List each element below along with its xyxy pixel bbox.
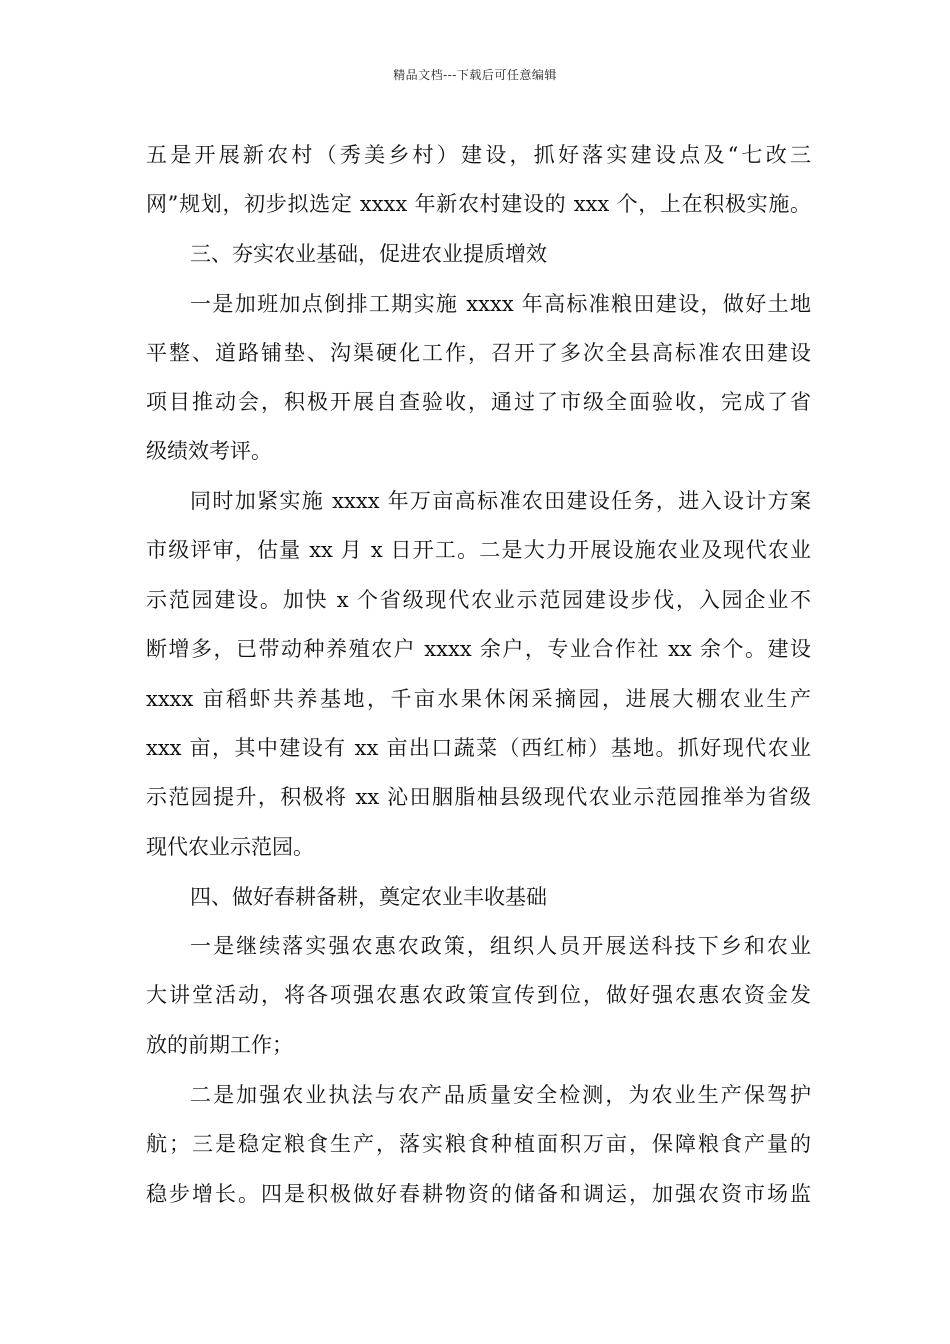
text-line-18: 大讲堂活动，将各项强农惠农政策宣传到位，做好强农惠农资金发	[146, 983, 811, 1007]
section-heading-3: 三、夯实农业基础，促进农业提质增效	[190, 242, 547, 266]
text-line-5: 平整、道路铺垫、沟渠硬化工作，召开了多次全县高标准农田建设	[146, 341, 811, 365]
text-line-20: 二是加强农业执法与农产品质量安全检测，为农业生产保驾护	[190, 1083, 811, 1107]
text-line-19: 放的前期工作；	[146, 1033, 293, 1057]
text-line-14: 示范园提升，积极将 xx 沁田胭脂柚县级现代农业示范园推举为省级	[146, 785, 811, 809]
text-line-8: 同时加紧实施 xxxx 年万亩高标准农田建设任务，进入设计方案	[190, 489, 811, 513]
text-line-13: xxx 亩，其中建设有 xx 亩出口蔬菜（西红柿）基地。抓好现代农业	[146, 736, 811, 760]
page-header: 精品文档---下载后可任意编辑	[393, 68, 557, 82]
text-line-11: 断增多，已带动种养殖农户 xxxx 余户，专业合作社 xx 余个。建设	[146, 637, 811, 661]
text-line-1: 五是开展新农村（秀美乡村）建设，抓好落实建设点及“七改三	[146, 143, 811, 167]
text-line-2: 网”规划，初步拟选定 xxxx 年新农村建设的 xxx 个，上在积极实施。	[146, 192, 811, 216]
section-heading-16: 四、做好春耕备耕，奠定农业丰收基础	[190, 885, 547, 909]
text-line-12: xxxx 亩稻虾共养基地，千亩水果休闲采摘园，进展大棚农业生产	[146, 687, 811, 711]
text-line-4: 一是加班加点倒排工期实施 xxxx 年高标准粮田建设，做好土地	[190, 292, 811, 316]
text-line-10: 示范园建设。加快 x 个省级现代农业示范园建设步伐，入园企业不	[146, 588, 811, 612]
text-line-17: 一是继续落实强农惠农政策，组织人员开展送科技下乡和农业	[190, 934, 811, 958]
text-line-7: 级绩效考评。	[146, 439, 272, 463]
text-line-21: 航；三是稳定粮食生产，落实粮食种植面积万亩，保障粮食产量的	[146, 1132, 811, 1156]
text-line-6: 项目推动会，积极开展自查验收，通过了市级全面验收，完成了省	[146, 390, 811, 414]
text-line-22: 稳步增长。四是积极做好春耕物资的储备和调运，加强农资市场监	[146, 1182, 811, 1206]
text-line-15: 现代农业示范园。	[146, 835, 314, 859]
text-line-9: 市级评审，估量 xx 月 x 日开工。二是大力开展设施农业及现代农业	[146, 538, 811, 562]
